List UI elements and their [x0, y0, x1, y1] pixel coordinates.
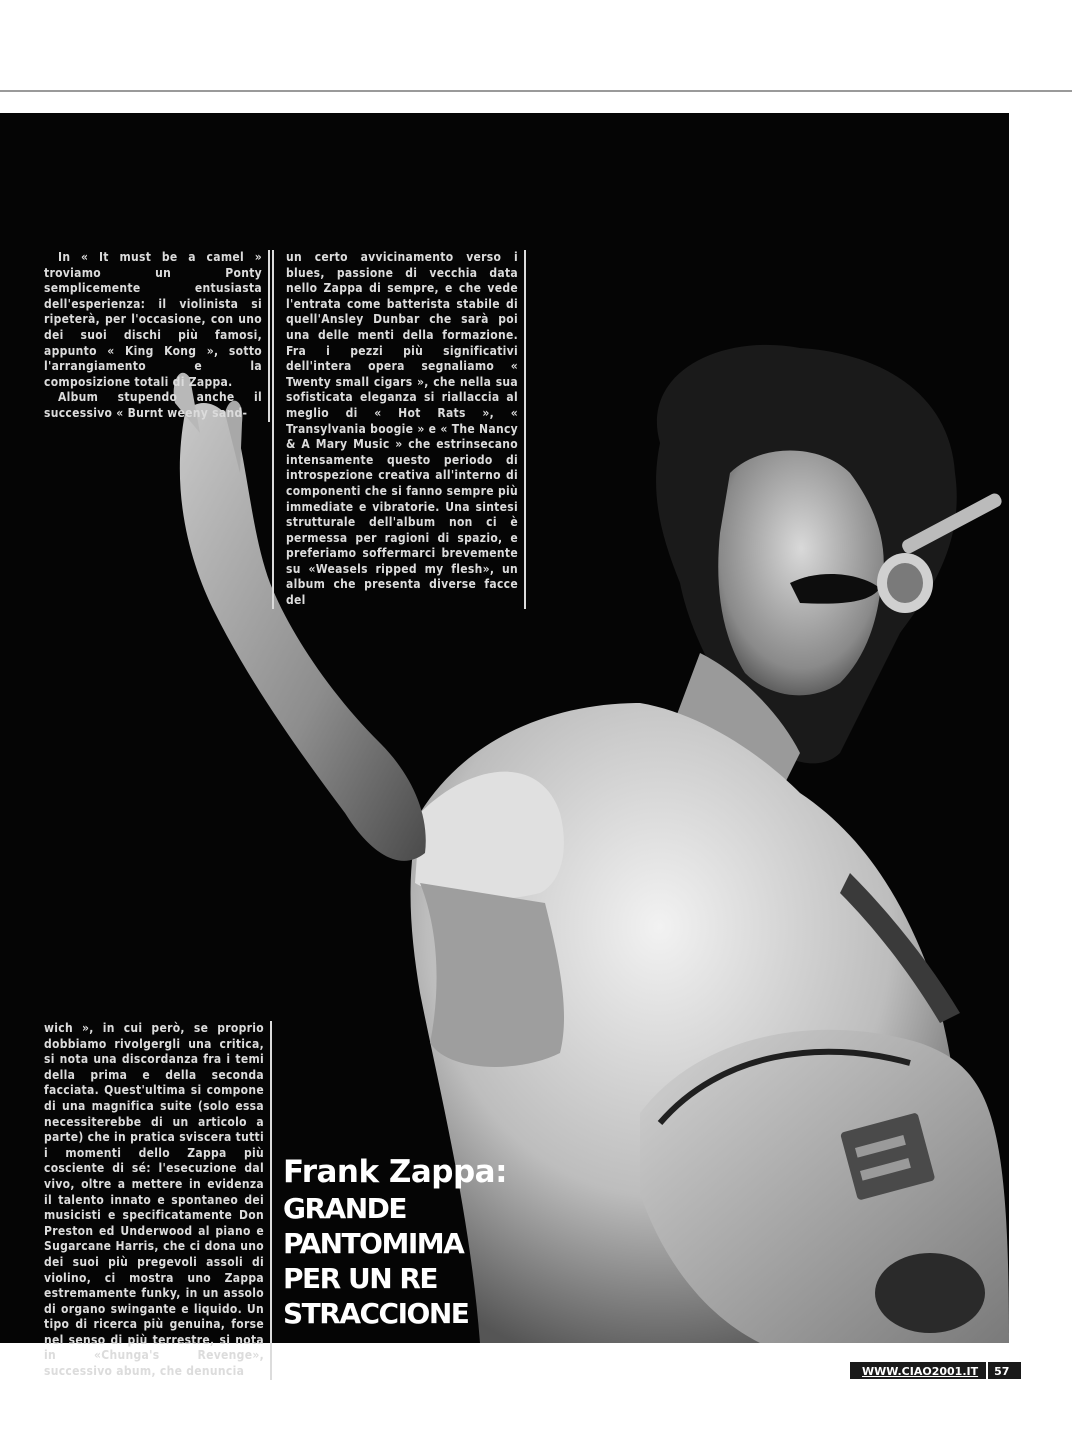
paragraph: un certo avvicinamento verso i blues, passione di vecchia data nello Zappa di sempre, e che vede l'entrata come batterista stabile di quell'Ansley Dunbar che sarà poi una delle menti della formazione. Fra i pezzi più significativi dell'intera opera segnaliamo « Twenty small cigars », che nella sua sofisticata eleganza si riallaccia al meglio di « Hot Rats », « Transylvania boogie » e « The Nancy & A Mary Music » che estrinsecano intensamente questo periodo di introspezione creativa all'interno di componenti che si fanno sempre più immediate e vibratorie. Una sintesi strutturale dell'album non ci è permessa per ragioni di spazio, e preferiamo soffermarci brevemente su «Weasels ripped my flesh», un album che presenta diverse facce del	[286, 250, 518, 608]
headline-line-4: STRACCIONE	[283, 1297, 469, 1330]
headline-line-3: PER UN RE	[283, 1262, 438, 1295]
paragraph: In « It must be a camel » troviamo un Ponty semplicemente entusiasta dell'esperienza: il violinista si ripeterà, per l'occasione, con uno dei suoi dischi più famosi, appunto « King Kong », sotto l'arrangiamento e la composizione totali di Zappa.	[44, 250, 262, 389]
page-number: 57	[988, 1362, 1021, 1379]
top-rule	[0, 90, 1072, 92]
headline-line-1: GRANDE	[283, 1192, 407, 1225]
website-link[interactable]: WWW.CIAO2001.IT	[850, 1362, 986, 1379]
article-column-1	[44, 250, 270, 422]
paragraph: wich », in cui però, se proprio dobbiamo rivolgergli una critica, si nota una discordanza fra i temi della prima e della seconda facciata. Quest'ultima si compone di una magnifica suite (solo essa necessiterebbe di un articolo a parte) che in pratica sviscera tutti i momenti dello Zappa più cosciente di sé: l'esecuzione dal vivo, oltre a mettere in evidenza il talento innato e spontaneo dei musicisti e specificatamente Don Preston ed Underwood al piano e Sugarcane Harris, che ci dona uno dei suoi più pregevoli assoli di violino, ci mostra uno Zappa estremamente funky, in un assolo di organo swingante e liquido. Un tipo di ricerca più genuina, forse nel senso di più terrestre, si nota in «Chunga's Revenge», successivo abum, che denuncia	[44, 1021, 264, 1379]
headline-line-2: PANTOMIMA	[283, 1227, 464, 1260]
article-column-3	[44, 1021, 272, 1380]
article-column-2	[272, 250, 526, 609]
headline-name: Frank Zappa:	[283, 1154, 507, 1190]
article-headline	[283, 1155, 543, 1329]
paragraph: Album stupendo anche il successivo « Burnt weeny sand-	[44, 390, 262, 420]
page-footer	[850, 1362, 1021, 1379]
